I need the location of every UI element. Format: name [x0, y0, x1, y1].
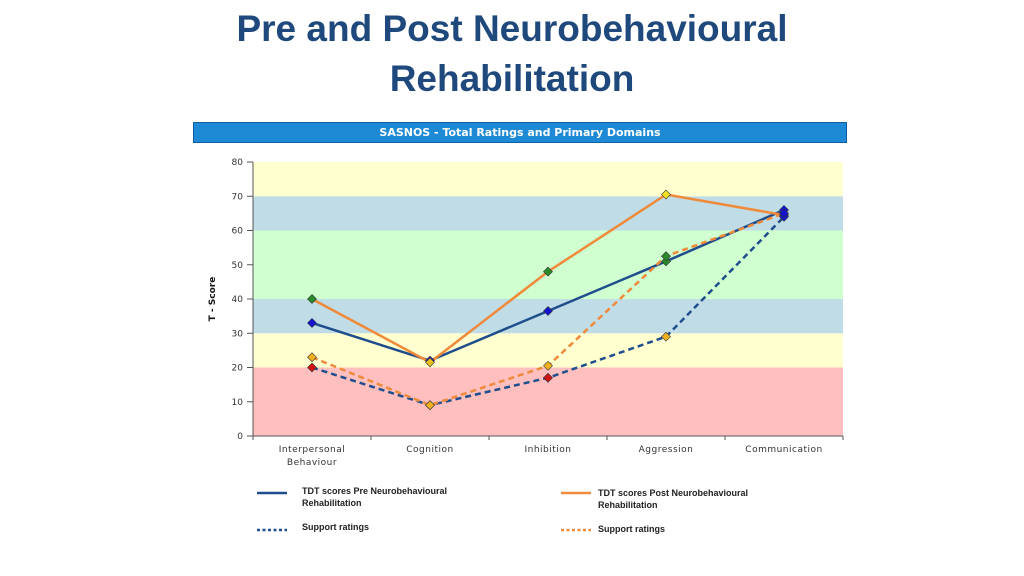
y-tick-label: 70	[231, 192, 243, 203]
score-band-3	[253, 231, 843, 300]
x-tick-label: Behaviour	[286, 458, 338, 468]
x-tick-label: Communication	[745, 445, 823, 455]
slide-title-line-1: Pre and Post Neurobehavioural	[236, 8, 788, 49]
y-tick-label: 50	[231, 260, 243, 271]
x-tick-label: Cognition	[406, 445, 454, 455]
y-tick-label: 40	[231, 295, 243, 305]
x-tick-label: Aggression	[638, 445, 694, 455]
y-tick-label: 30	[231, 329, 243, 340]
score-band-5	[253, 162, 843, 196]
slide-title-line-2: Rehabilitation	[389, 58, 635, 99]
y-tick-label: 10	[231, 397, 243, 408]
legend-label: Support ratings	[598, 524, 665, 534]
y-axis-label: T - Score	[208, 276, 218, 322]
y-tick-label: 60	[231, 226, 243, 237]
legend-label: TDT scores Pre Neurobehavioural Rehabilitation	[302, 486, 448, 508]
legend-label: Support ratings	[302, 522, 369, 532]
y-tick-label: 80	[231, 158, 243, 168]
legend-label: TDT scores Post Neurobehavioural Rehabilitation	[598, 488, 749, 510]
y-tick-label: 0	[237, 432, 243, 442]
chart-title: SASNOS - Total Ratings and Primary Domains	[193, 122, 847, 143]
y-tick-label: 20	[231, 363, 243, 374]
score-band-4	[253, 196, 843, 230]
x-tick-label: Interpersonal	[278, 445, 346, 455]
x-tick-label: Inhibition	[524, 445, 572, 455]
